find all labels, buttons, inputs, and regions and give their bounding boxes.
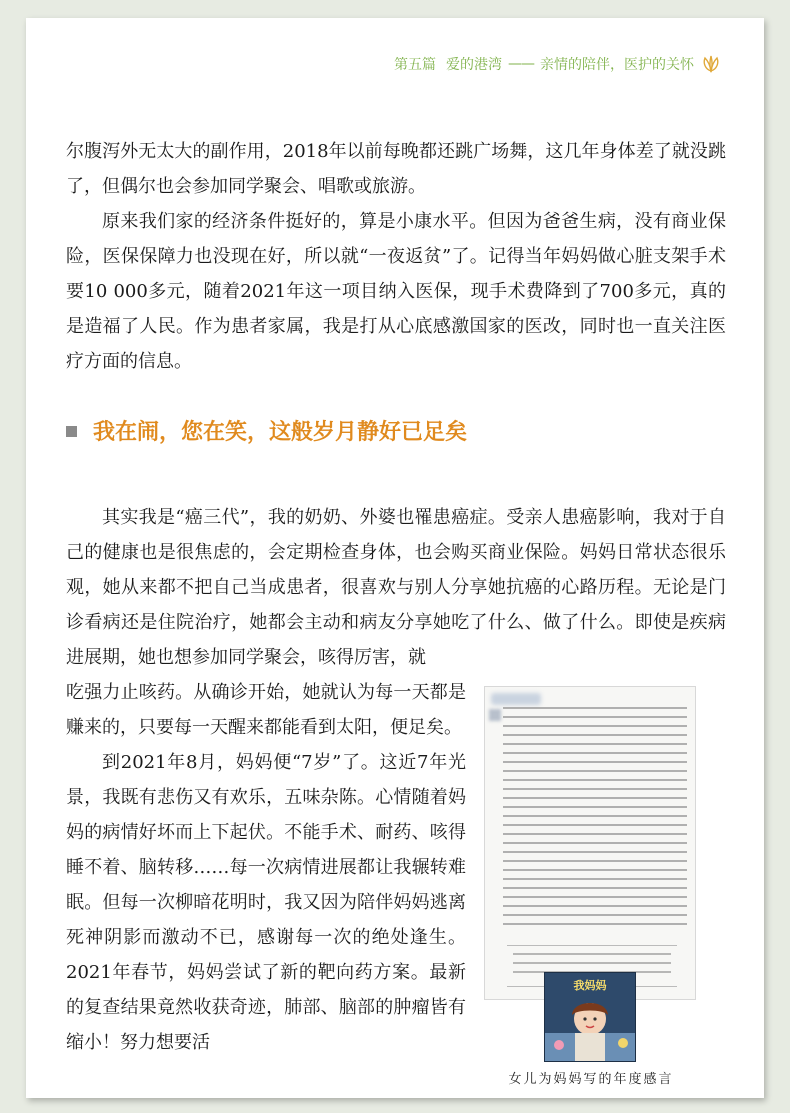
intro-paragraph-1: 尔腹泻外无太大的副作用，2018年以前每晚都还跳广场舞，这几年身体差了就没跳了，但偶尔也会参加同学聚会、唱歌或旅游。: [66, 141, 726, 197]
intro-text: [66, 134, 726, 379]
section-label: 亲情的陪伴，医护的关怀: [540, 57, 694, 73]
heading-square-icon: [66, 426, 77, 437]
social-post-image: [484, 686, 696, 1000]
book-cover-image: [544, 972, 636, 1062]
section-paragraph-1-cont: 吃强力止咳药。从确诊开始，她就认为每一天都是赚来的，只要每一天醒来都能看到太阳，便足矣。: [66, 682, 466, 738]
section-paragraph-2: 到2021年8月，妈妈便“7岁”了。这近7年光景，我既有悲伤又有欢乐，五味杂陈。心情随着妈妈的病情好坏而上下起伏。不能手术、耐药、咳得睡不着、脑转移……每一次病情进展都让我辗转难眠。但每一次柳暗花明时，我又因为陪伴妈妈逃离死神阴影而激动不已，感谢每一次的绝处逢生。2021年春节，妈妈尝试了新的靶向药方案。最新的复查结果竟然收获奇迹，肺部、脑部的肿瘤皆有缩小！努力想要活: [66, 752, 466, 1053]
header-dash: ——: [508, 56, 534, 72]
leaf-icon: [700, 55, 722, 73]
figure-caption: 女儿为妈妈写的年度感言: [508, 1072, 674, 1087]
intro-paragraph-2: 原来我们家的经济条件挺好的，算是小康水平。但因为爸爸生病，没有商业保险，医保保障力也没现在好，所以就“一夜返贫”了。记得当年妈妈做心脏支架手术要10 000多元，随着2021年这一项目纳入医保，现手术费降到了700多元，真的是造福了人民。作为患者家属，我是打从心底感激国家的医改，同时也一直关注医疗方面的信息。: [66, 211, 726, 372]
post-text-image: [503, 707, 687, 932]
book-page: [26, 18, 764, 1098]
part-label: 第五篇: [394, 57, 436, 73]
section-heading-text: 我在闹，您在笑，这般岁月静好已足矣: [93, 420, 468, 445]
running-header: [394, 54, 722, 74]
blurred-avatar: [489, 709, 501, 721]
section-heading: [66, 415, 467, 446]
book-cover-title: 我妈妈: [573, 979, 607, 992]
part-title: 爱的港湾: [446, 57, 502, 73]
blurred-username: [491, 693, 541, 705]
figure: [484, 686, 698, 1087]
section-paragraph-1: 其实我是“癌三代”，我的奶奶、外婆也罹患癌症。受亲人患癌影响，我对于自己的健康也是很焦虑的，会定期检查身体，也会购买商业保险。妈妈日常状态很乐观，她从来都不把自己当成患者，很喜欢与别人分享她抗癌的心路历程。无论是门诊看病还是住院治疗，她都会主动和病友分享她吃了什么、做了什么。即使是疾病进展期，她也想参加同学聚会，咳得厉害，就: [66, 507, 726, 668]
